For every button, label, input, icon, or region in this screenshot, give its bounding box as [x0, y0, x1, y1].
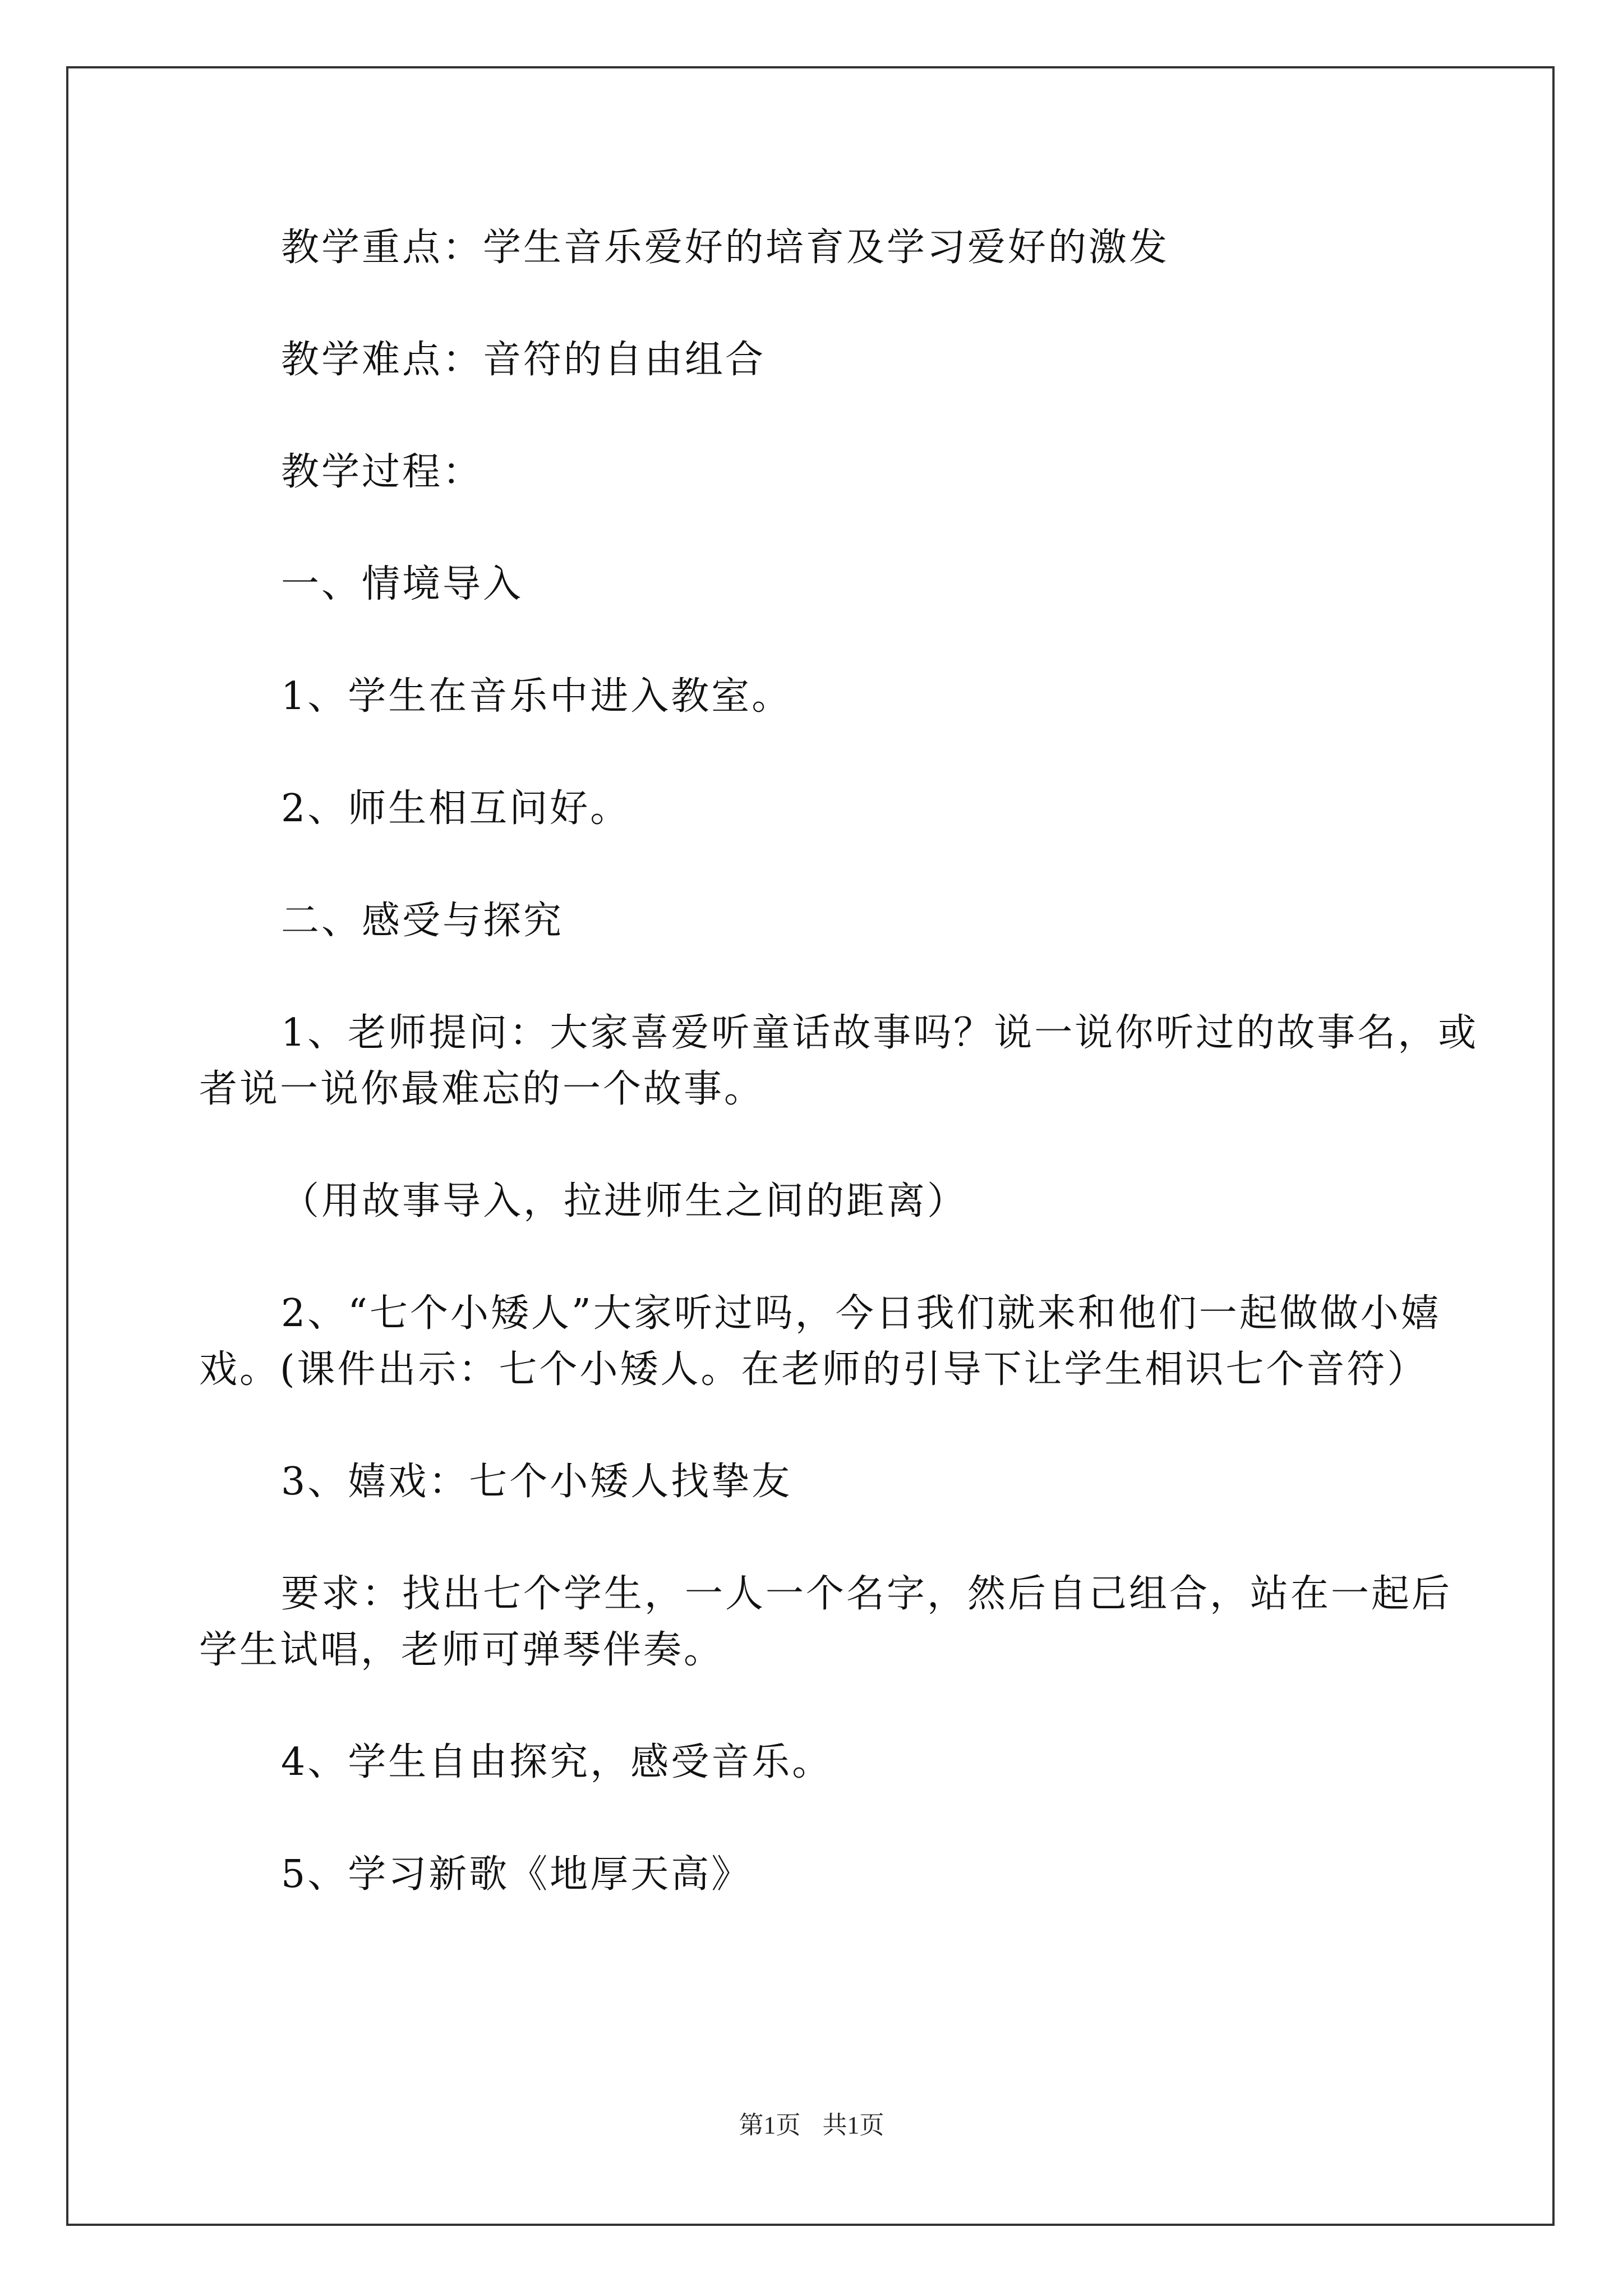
- paragraph-step: 5、学习新歌《地厚天高》: [281, 1852, 752, 1897]
- page-total: 共1页: [822, 2111, 884, 2139]
- paragraph-step: 1、老师提问：大家喜爱听童话故事吗？说一说你听过的故事名，或者说一说你最难忘的一个故事。: [199, 1011, 1479, 1111]
- paragraph-step: 4、学生自由探究，感受音乐。: [281, 1740, 833, 1784]
- page-footer: [0, 2105, 1623, 2141]
- paragraph-process-heading: 教学过程：: [281, 450, 483, 494]
- paragraph-step: 2、“七个小矮人”大家听过吗，今日我们就来和他们一起做做小嬉戏。(课件出示：七个小矮人。在老师的引导下让学生相识七个音符）: [199, 1291, 1441, 1392]
- page-number: 第1页: [739, 2111, 801, 2139]
- paragraph-note: （用故事导入，拉进师生之间的距离）: [281, 1179, 968, 1223]
- paragraph-requirement: 要求：找出七个学生，一人一个名字，然后自己组合，站在一起后学生试唱，老师可弹琴伴奏。: [199, 1572, 1453, 1672]
- paragraph-step: 1、学生在音乐中进入教室。: [281, 674, 792, 719]
- paragraph-key-point: 教学重点：学生音乐爱好的培育及学习爱好的激发: [281, 226, 1170, 270]
- paragraph-step: 2、师生相互问好。: [281, 786, 631, 831]
- paragraph-difficulty: 教学难点：音符的自由组合: [281, 338, 766, 382]
- paragraph-step: 3、嬉戏：七个小矮人找挚友: [281, 1460, 792, 1504]
- section-heading-2: 二、感受与探究: [281, 899, 564, 943]
- section-heading-1: 一、情境导入: [281, 562, 524, 606]
- document-body: [199, 220, 1489, 1959]
